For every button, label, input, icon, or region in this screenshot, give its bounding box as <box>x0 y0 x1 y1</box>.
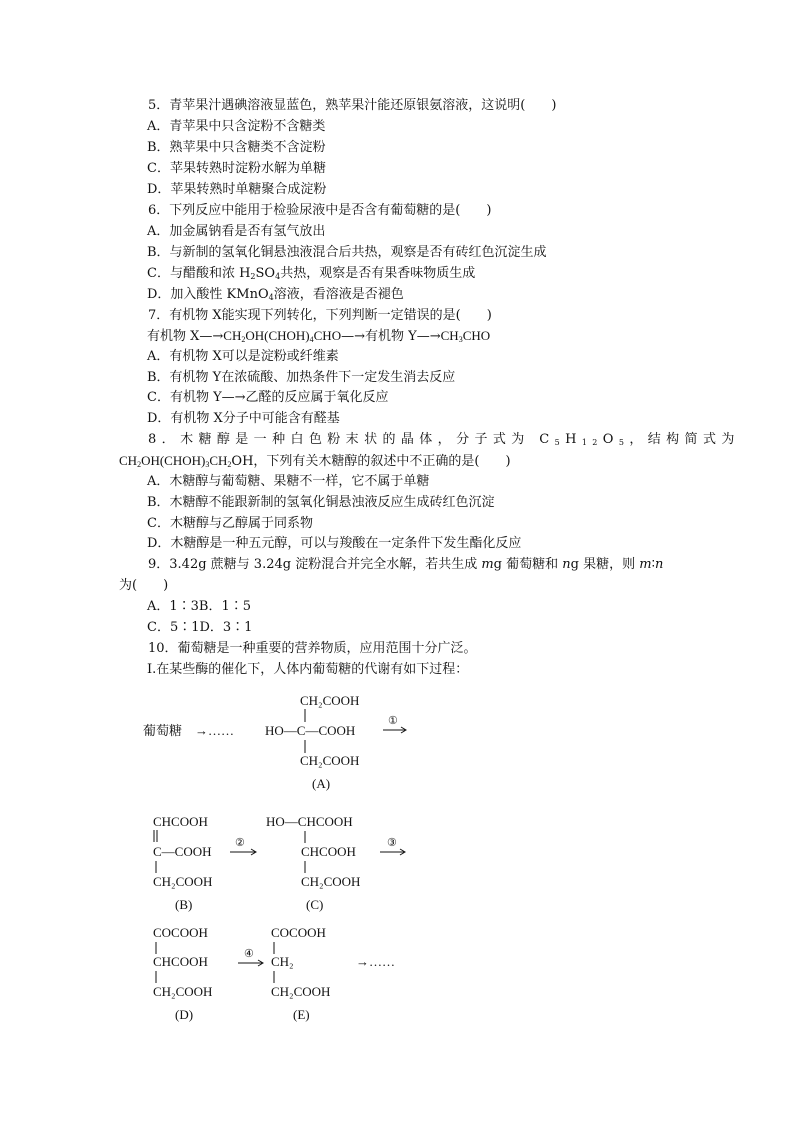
q6-option-a: A．加金属钠看是否有氢气放出 <box>147 224 326 239</box>
scheme-e-label: (E) <box>293 1007 310 1022</box>
q6-option-d: D．加入酸性 KMnO$_4$溶液，看溶液是否褪色 <box>147 287 404 302</box>
step-4-label: ④ <box>244 948 254 960</box>
q8-stem-line2: $CH_2OH(CHOH)_3CH_2OH$，下列有关木糖醇的叙述中不正确的是( ) <box>119 453 511 469</box>
scheme-e-bot: CH₂COOH <box>271 984 331 999</box>
q7-option-c: C．有机物 Y—→乙醛的反应属于氧化反应 <box>147 390 389 405</box>
scheme-dots: →…… <box>195 723 234 738</box>
q7-option-d: D．有机物 X分子中可能含有醛基 <box>147 411 340 426</box>
q10-stem: 10．葡萄糖是一种重要的营养物质，应用范围十分广泛。 <box>148 641 477 656</box>
q7-stem: 7．有机物 X能实现下列转化，下列判断一定错误的是( ) <box>148 308 492 323</box>
q8-option-a: A．木糖醇与葡萄糖、果糖不一样，它不属于单糖 <box>147 474 430 489</box>
scheme-b-top: CHCOOH <box>153 814 208 829</box>
q6-option-c: C．与醋酸和浓 $H_2SO_4$共热，观察是否有果香味物质生成 <box>147 266 476 281</box>
q5-option-b: B．熟苹果中只含糖类不含淀粉 <box>147 140 326 155</box>
scheme-b-bot: CH₂COOH <box>153 874 213 889</box>
q8-stem: 8．木糖醇是一种白色粉末状的晶体，分子式为 $C_5H_{12}O_5$，结构简式为 <box>148 432 740 447</box>
scheme-c-mid: CHCOOH <box>301 844 356 859</box>
step-2-label: ② <box>235 837 245 849</box>
q9-stem: 9．3.42g 蔗糖与 3.24g 淀粉混合并完全水解，若共生成 mg 葡萄糖和 ng 果糖，则 m∶n <box>148 557 664 572</box>
scheme-glucose: 葡萄糖 <box>143 723 183 738</box>
scheme-a-label: (A) <box>312 776 331 791</box>
step-1-label: ① <box>388 715 398 727</box>
q5-option-c: C．苹果转熟时淀粉水解为单糖 <box>147 161 326 176</box>
q9-stem-line2: 为( ) <box>119 578 169 593</box>
scheme-d-top: COCOOH <box>153 925 208 940</box>
q8-option-b: B．木糖醇不能跟新制的氢氧化铜悬浊液反应生成砖红色沉淀 <box>147 495 495 510</box>
scheme-d-bot: CH₂COOH <box>153 984 213 999</box>
q9-options-ab: A．1∶3B．1∶5 <box>147 599 252 614</box>
q8-option-c: C．木糖醇与乙醇属于同系物 <box>147 516 313 531</box>
step-3-label: ③ <box>387 837 397 849</box>
q8-option-d: D．木糖醇是一种五元醇，可以与羧酸在一定条件下发生酯化反应 <box>147 536 522 551</box>
scheme-c-top: HO—CHCOOH <box>266 814 353 829</box>
q7-option-b: B．有机物 Y在浓硫酸、加热条件下一定发生消去反应 <box>147 370 456 385</box>
scheme-c-bot: CH₂COOH <box>301 874 361 889</box>
q10-part1: Ⅰ.在某些酶的催化下，人体内葡萄糖的代谢有如下过程： <box>147 662 469 677</box>
q5-stem: 5．青苹果汁遇碘溶液显蓝色，熟苹果汁能还原银氨溶液，这说明( ) <box>148 98 557 113</box>
scheme-d-label: (D) <box>175 1007 194 1022</box>
scheme-a-top: CH₂COOH <box>300 693 360 708</box>
q5-option-d: D．苹果转熟时单糖聚合成淀粉 <box>147 182 327 197</box>
scheme-c-label: (C) <box>306 897 324 912</box>
scheme-d-mid: CHCOOH <box>153 954 208 969</box>
scheme-e-mid: CH₂ <box>271 954 294 969</box>
scheme-b-mid: C—COOH <box>153 844 212 859</box>
q7-option-a: A．有机物 X可以是淀粉或纤维素 <box>147 349 339 364</box>
q9-options-cd: C．5∶1D．3∶1 <box>147 620 253 635</box>
q6-stem: 6．下列反应中能用于检验尿液中是否含有葡萄糖的是( ) <box>148 203 492 218</box>
scheme-e-top: COCOOH <box>271 925 326 940</box>
scheme-end: →…… <box>356 954 395 969</box>
scheme-a-bot: CH₂COOH <box>300 753 360 768</box>
q6-option-b: B．与新制的氢氧化铜悬浊液混合后共热，观察是否有砖红色沉淀生成 <box>147 245 547 260</box>
q5-option-a: A．青苹果中只含淀粉不含糖类 <box>147 119 326 134</box>
scheme-a-mid: HO—C—COOH <box>265 723 356 738</box>
scheme-b-label: (B) <box>175 897 193 912</box>
q7-scheme: 有机物 $X—\to CH_2OH(CHOH)_4CHO—\to$有机物 $Y—\to CH_3CHO$ <box>147 328 491 344</box>
